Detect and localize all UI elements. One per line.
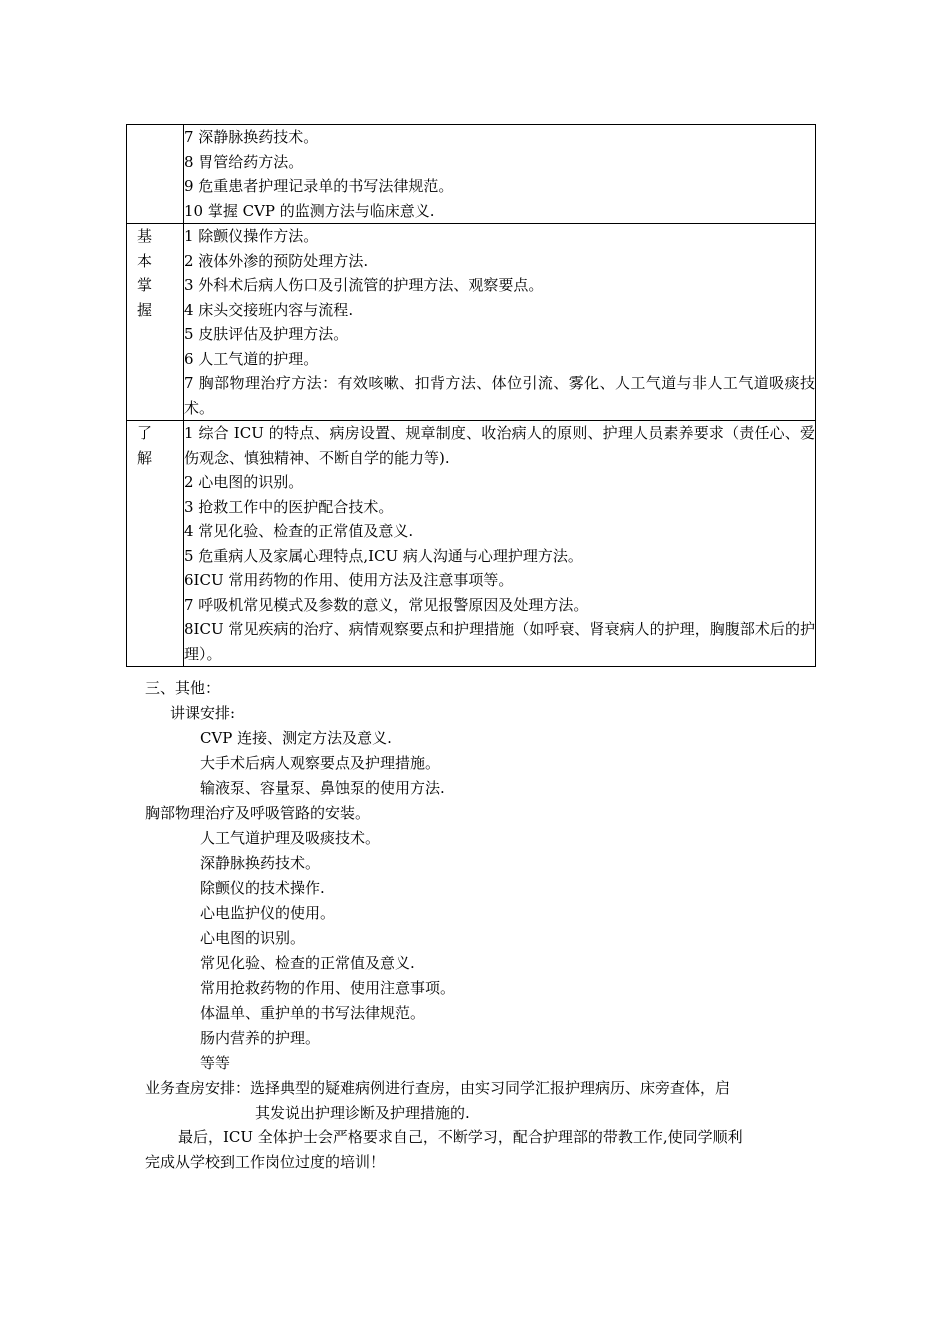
table-row xyxy=(127,224,816,421)
row-content-cell xyxy=(184,224,816,421)
row-label-understand xyxy=(127,421,183,470)
lecture-item: 人工气道护理及吸痰技术。 xyxy=(200,829,381,847)
rounds-arrangement-line: 其发说出护理诊断及护理措施的. xyxy=(255,1104,470,1122)
list-item: 3 外科术后病人伤口及引流管的护理方法、观察要点。 xyxy=(184,276,544,294)
lecture-item: 体温单、重护单的书写法律规范。 xyxy=(200,1004,426,1022)
list-item: 8 胃管给药方法。 xyxy=(184,152,304,171)
list-item: 1 除颤仪操作方法。 xyxy=(184,227,319,245)
list-item: 7 呼吸机常见模式及参数的意义，常见报警原因及处理方法。 xyxy=(184,595,589,614)
label-char: 了 xyxy=(137,424,153,442)
lecture-item: 常用抢救药物的作用、使用注意事项。 xyxy=(200,979,456,997)
requirements-table xyxy=(126,124,816,667)
lecture-item: 常见化验、检查的正常值及意义. xyxy=(200,954,415,972)
list-item: 2 心电图的识别。 xyxy=(184,473,304,491)
lecture-item: 肠内营养的护理。 xyxy=(200,1029,321,1047)
row-label-basic-mastery xyxy=(127,224,183,322)
label-char: 握 xyxy=(137,300,153,319)
label-char: 掌 xyxy=(137,276,153,294)
label-char: 本 xyxy=(137,251,153,270)
list-item: 8ICU 常见疾病的治疗、病情观察要点和护理措施（如呼衰、肾衰病人的护理，胸腹部术后的护理）。 xyxy=(184,620,815,663)
rounds-arrangement-line: 业务查房安排：选择典型的疑难病例进行查房，由实习同学汇报护理病历、床旁查体，启 xyxy=(145,1079,731,1097)
lecture-item: 等等 xyxy=(200,1054,231,1072)
closing-paragraph-line: 最后，ICU 全体护士会严格要求自己，不断学习，配合护理部的带教工作,使同学顺利 xyxy=(178,1128,743,1146)
list-item: 6ICU 常用药物的作用、使用方法及注意事项等。 xyxy=(184,571,514,589)
lecture-item: 输液泵、容量泵、鼻蚀泵的使用方法. xyxy=(200,779,445,797)
label-char: 解 xyxy=(137,448,153,467)
list-item: 9 危重患者护理记录单的书写法律规范。 xyxy=(184,177,454,195)
closing-paragraph-line: 完成从学校到工作岗位过度的培训！ xyxy=(145,1153,386,1171)
row-content-cell xyxy=(184,125,816,224)
table-row xyxy=(127,421,816,667)
list-item: 5 皮肤评估及护理方法。 xyxy=(184,325,349,343)
lecture-item: CVP 连接、测定方法及意义. xyxy=(200,729,392,747)
lecture-item: 深静脉换药技术。 xyxy=(200,854,321,872)
row-label-cell xyxy=(127,421,184,667)
lecture-item: 心电图的识别。 xyxy=(200,929,306,947)
lecture-item: 除颤仪的技术操作. xyxy=(200,879,325,897)
list-item: 1 综合 ICU 的特点、病房设置、规章制度、收治病人的原则、护理人员素养要求（责任心、爱伤观念、慎独精神、不断自学的能力等). xyxy=(184,424,815,467)
list-item: 4 常见化验、检查的正常值及意义. xyxy=(184,522,414,540)
lecture-item: 大手术后病人观察要点及护理措施。 xyxy=(200,754,441,772)
lecture-item: 胸部物理治疗及呼吸管路的安装。 xyxy=(145,804,371,822)
section-heading: 三、其他： xyxy=(145,679,221,697)
lecture-item: 心电监护仪的使用。 xyxy=(200,904,336,922)
row-label-cell xyxy=(127,224,184,421)
list-item: 3 抢救工作中的医护配合技术。 xyxy=(184,497,394,516)
list-item: 7 深静脉换药技术。 xyxy=(184,128,319,146)
row-label-cell xyxy=(127,125,184,224)
table-row xyxy=(127,125,816,224)
list-item: 4 床头交接班内容与流程. xyxy=(184,300,354,319)
list-item: 10 掌握 CVP 的监测方法与临床意义. xyxy=(184,201,435,220)
row-content-cell xyxy=(184,421,816,667)
list-item: 5 危重病人及家属心理特点,ICU 病人沟通与心理护理方法。 xyxy=(184,546,583,565)
list-item: 6 人工气道的护理。 xyxy=(184,349,319,368)
list-item: 7 胸部物理治疗方法：有效咳嗽、扣背方法、体位引流、雾化、人工气道与非人工气道吸痰技术。 xyxy=(184,374,815,417)
lecture-heading: 讲课安排: xyxy=(170,704,236,722)
label-char: 基 xyxy=(137,227,153,245)
list-item: 2 液体外渗的预防处理方法. xyxy=(184,251,369,270)
